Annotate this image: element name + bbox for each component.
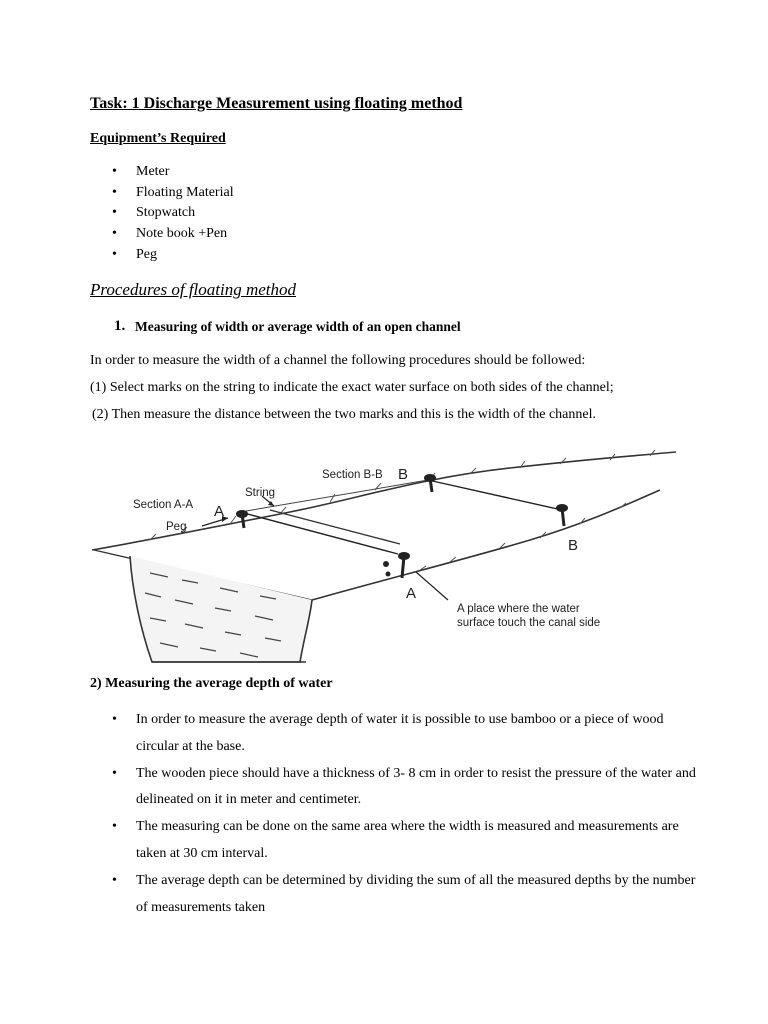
depth-bullet-text: The average depth can be determined by dividing the sum of all the measured depths by the number of measurements taken	[136, 872, 696, 915]
bullet-icon: •	[112, 712, 117, 727]
note-line-1: A place where the water	[457, 603, 580, 615]
string-b-line	[428, 480, 562, 510]
peg-icon	[236, 510, 248, 528]
depth-bullet-text: The wooden piece should have a thickness of 3- 8 cm in order to resist the pressure of the water and delineated on it in meter and centimeter.	[136, 765, 696, 808]
procedures-heading: Procedures of floating method	[90, 280, 297, 299]
note-line-2: surface touch the canal side	[457, 617, 601, 629]
equipment-item-floating-material: Floating Material	[136, 184, 234, 200]
string-a-line	[240, 512, 398, 554]
equipment-item-peg: Peg	[136, 246, 157, 262]
list-item	[112, 184, 234, 205]
bullet-icon: •	[112, 765, 117, 781]
far-bank-texture	[150, 450, 655, 540]
string-label: String	[245, 487, 276, 499]
equipment-heading: Equipment’s Required	[90, 131, 226, 146]
list-item	[112, 225, 234, 246]
bullet-icon: •	[112, 184, 117, 200]
bullet-icon: •	[112, 205, 117, 221]
list-item	[112, 868, 702, 922]
channel-diagram	[90, 448, 676, 670]
list-item	[112, 204, 234, 225]
bullet-icon: •	[112, 872, 117, 888]
bullet-icon: •	[112, 226, 117, 242]
channel-measurement-figure	[90, 448, 676, 670]
document-title: Task: 1 Discharge Measurement using floating method	[90, 95, 463, 112]
bullet-icon: •	[112, 819, 117, 835]
peg-icon	[424, 474, 436, 492]
depth-bullet-text: In order to measure the average depth of water it is possible to use bamboo or a piece of wood circular at the base.	[136, 712, 664, 754]
peg-label: Peg	[166, 521, 187, 533]
letter-b-top: B	[398, 466, 409, 483]
section-aa-label: Section A-A	[133, 499, 194, 511]
bullet-icon: •	[112, 164, 117, 179]
list-item	[112, 761, 702, 815]
list-item	[112, 163, 234, 184]
note-pointer-line	[416, 572, 448, 600]
near-bank-texture	[420, 503, 626, 570]
step1-paragraph: (2) Then measure the distance between the two marks and this is the width of the channel.	[92, 407, 596, 422]
letter-b-bottom: B	[568, 537, 579, 554]
equipment-item-meter: Meter	[136, 164, 170, 179]
depth-bullet-text: The measuring can be done on the same area where the width is measured and measurements are taken at 30 cm interval.	[136, 819, 679, 861]
section-bb-label: Section B-B	[322, 469, 383, 481]
bullet-icon: •	[112, 246, 117, 262]
equipment-list	[112, 163, 234, 266]
list-item	[112, 814, 702, 868]
depth-bullet-list	[112, 707, 702, 921]
equipment-item-notebook: Note book +Pen	[136, 226, 228, 242]
step1-paragraph: In order to measure the width of a channel the following procedures should be followed:	[90, 353, 586, 368]
channel-far-edge	[270, 510, 400, 544]
list-item	[112, 246, 234, 267]
equipment-item-stopwatch: Stopwatch	[136, 205, 196, 221]
step2-heading: 2) Measuring the average depth of water	[90, 676, 333, 691]
step1-heading: Measuring of width or average width of an open channel	[135, 319, 461, 334]
letter-a-bottom: A	[406, 585, 417, 602]
step1-number: 1.	[114, 318, 126, 334]
peg-icon	[556, 504, 568, 526]
letter-a-top: A	[214, 503, 225, 520]
step1-paragraph: (1) Select marks on the string to indicate the exact water surface on both sides of the channel;	[90, 380, 614, 395]
list-item	[112, 707, 702, 761]
